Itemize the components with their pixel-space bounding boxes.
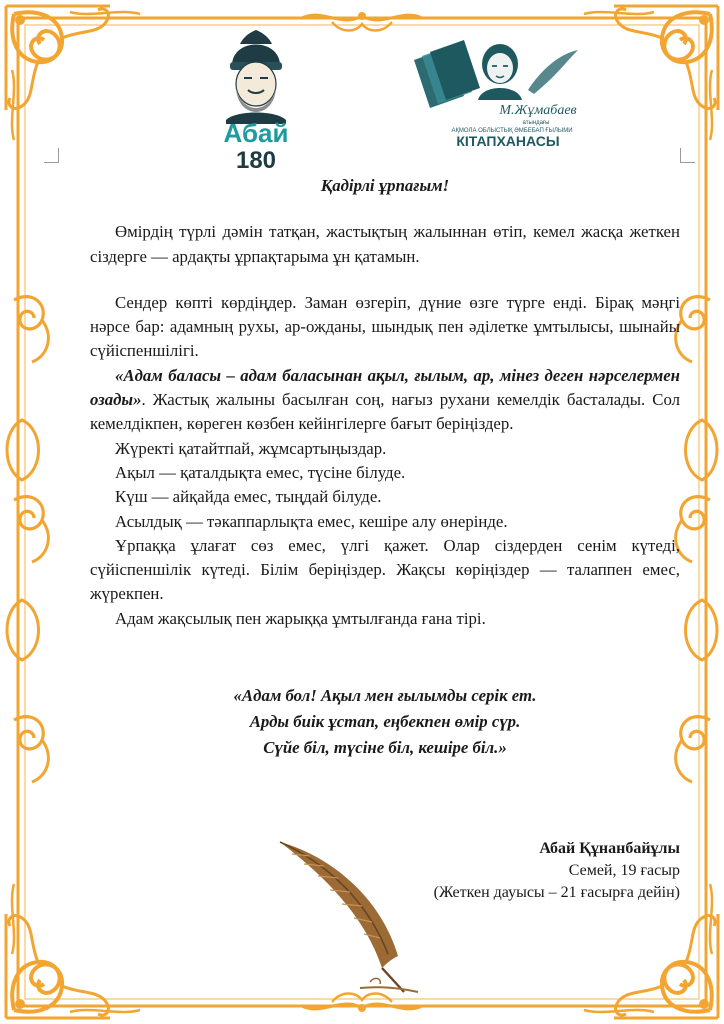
signature-name: Абай Құнанбайұлы — [539, 840, 680, 857]
letter-greeting: Қадірлі ұрпағым! — [320, 176, 450, 195]
library-signature: М.Жұмабаев — [499, 103, 577, 118]
paragraph-3 — [90, 364, 680, 437]
library-subtitle-1: атындағы — [522, 120, 550, 126]
library-title: КІТАПХАНАСЫ — [456, 133, 560, 148]
crop-mark-left — [44, 148, 59, 163]
paragraph-3-text: . Жастық жалыны басылған соң, нағыз рухани кемелдік басталады. Сол кемелдікпен, көреген көзбен кейінгілерге бағыт беріңіздер. — [90, 390, 680, 434]
paragraph-4: Жүректі қатайтпай, жұмсартыңыздар. — [115, 438, 387, 458]
paragraph-8: Ұрпаққа ұлағат сөз емес, үлгі қажет. Олар сіздерден сенім күтеді, сүйіспеншілік күтеді. Білім беріңіздер. Жақсы көріңіздер — талаппен емес, жүрекпен. — [90, 535, 680, 604]
closing-quote-line-2: Арды биік ұстап, еңбекпен өмір сүр. — [249, 712, 521, 732]
crop-mark-right — [680, 148, 695, 163]
abai-logo-number: 180 — [235, 147, 277, 172]
paragraph-2: Сендер көпті көрдіңдер. Заман өзгеріп, дүние өзге түрге енді. Бірақ мәңгі нәрсе бар: адамның рухы, ар-ожданы, шындық пен әділетке ұмтылысы, шынайы сүйіспеншілігі. — [90, 292, 680, 361]
letter-body — [90, 174, 680, 761]
signature-note: (Жеткен дауысы – 21 ғасырға дейін) — [433, 884, 680, 901]
closing-quote-line-1: «Адам бол! Ақыл мен ғылымды серік ет. — [233, 686, 537, 706]
paragraph-1: Өмірдің түрлі дәмін татқан, жастықтың жалыннан өтіп, кемел жасқа жеткен сіздерге — ардақты ұрпақтарыма ұн қатамын. — [90, 222, 680, 266]
abai-logo-word: Абай — [223, 118, 289, 148]
paragraph-5: Ақыл — қаталдықта емес, түсіне білуде. — [115, 462, 406, 482]
signature-block — [434, 838, 680, 904]
abai-180-logo — [196, 24, 316, 172]
quill-feather-icon — [270, 836, 420, 996]
abai-quote-inline: «Адам баласы – адам баласынан ақыл, ғылым, ар, мінез деген нәрселермен озады» — [90, 365, 680, 410]
paragraph-6: Күш — айқайда емес, тыңдай білуде. — [115, 487, 382, 507]
paragraph-9: Адам жақсылық пен жарыққа ұмтылғанда ғана тірі. — [115, 608, 486, 628]
library-logo — [408, 30, 594, 148]
closing-quote-line-3: Сүйе біл, түсіне біл, кешіре біл.» — [263, 738, 507, 758]
library-subtitle-2: АҚМОЛА ОБЛЫСТЫҚ ӘМБЕБАП ҒЫЛЫМИ — [451, 128, 573, 134]
signature-place: Семей, 19 ғасыр — [568, 862, 680, 879]
paragraph-7: Асылдық — тәкаппарлықта емес, кешіре алу өнерінде. — [115, 511, 508, 531]
